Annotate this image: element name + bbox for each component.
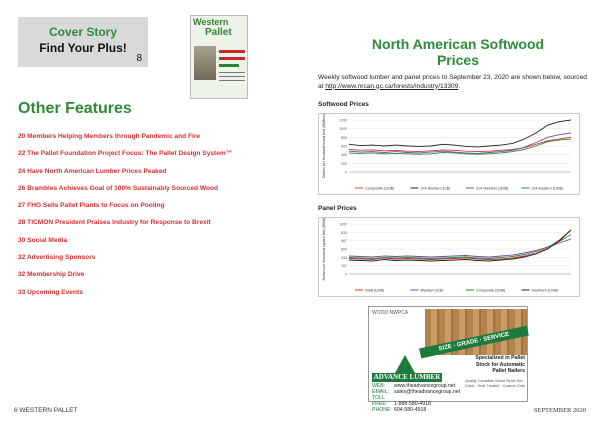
y-tick-label: 500	[341, 247, 347, 252]
panel-chart-svg	[319, 218, 579, 296]
cover-story-page: 8	[136, 53, 142, 64]
magazine-cover-photo	[194, 46, 216, 80]
magazine-headline-bar	[219, 50, 245, 53]
source-link[interactable]: http://www.nrcan.gc.ca/forests/industry/13309	[325, 82, 459, 90]
softwood-chart-svg	[319, 114, 579, 194]
feature-item[interactable]: 27 FHG Sells Pallet Plants to Focus on Pooling	[18, 202, 165, 210]
y-tick-label: 1200	[339, 118, 347, 123]
article-title-line1: North American Softwood	[371, 36, 545, 52]
magazine-name-main: Pallet	[205, 27, 232, 38]
ad-banner: SIZE · GRADE · SERVICE	[419, 326, 529, 359]
y-tick-label: 667	[341, 239, 347, 244]
article-intro	[318, 74, 588, 91]
cover-story-subtitle: Find Your Plus!	[39, 41, 127, 55]
feature-item[interactable]: 20 Members Helping Members through Pandemic and Fire	[18, 133, 201, 140]
feature-item[interactable]: 28 TICMON President Praises Industry for Response to Brexit	[18, 219, 211, 227]
other-features-title: Other Features	[18, 100, 132, 117]
ad-fine-print: Quality Canadian Wood Since Kiln Dried · Heat Treated · Custom Cuts	[465, 379, 525, 388]
ad-contact-row[interactable]: PHONE: 604-580-4918	[372, 407, 427, 413]
y-tick-label: 833	[341, 230, 347, 235]
ad-contact-row[interactable]: EMAIL: sales@theadvancegroup.net	[372, 389, 461, 395]
legend-label: Western (C$)	[420, 288, 444, 293]
series-line	[349, 120, 571, 147]
softwood-chart	[318, 113, 580, 195]
panel-chart	[318, 217, 580, 297]
series-line	[349, 239, 571, 257]
y-tick-label: 800	[341, 135, 347, 140]
feature-item[interactable]: 26 Brambles Achieves Goal of 100% Sustainably Sourced Wood	[18, 184, 219, 192]
y-axis-label: Dollars per thousand square feet ($/Msf)	[322, 217, 326, 281]
ad-specialty-text: Specialized in Pallet Stock for Automatic Pallet Nailers	[475, 355, 525, 374]
ad-association-logos: WOOD NWPCA	[372, 310, 409, 316]
feature-item[interactable]: 24 Have North American Lumber Prices Peaked	[18, 167, 167, 175]
advance-lumber-ad[interactable]	[368, 306, 528, 413]
y-tick-label: 167	[341, 264, 347, 269]
magazine-cover-thumbnail[interactable]	[190, 15, 248, 99]
y-tick-label: 1000	[339, 222, 347, 227]
y-tick-label: 600	[341, 144, 347, 149]
ad-company-name: ADVANCE LUMBER	[373, 373, 441, 381]
y-tick-label: 333	[341, 255, 347, 260]
legend-label: 2x4 Eastern (US$)	[531, 186, 563, 191]
article-title	[318, 36, 598, 68]
legend-label: Southern (US$)	[531, 288, 558, 293]
article-intro-text: Weekly softwood lumber and panel prices to September 23, 2020 are shown below, sourced at	[318, 74, 587, 90]
cover-story-box[interactable]	[18, 17, 148, 67]
legend-label: Composite (US$)	[476, 288, 506, 293]
feature-item[interactable]: 33 Upcoming Events	[18, 288, 83, 296]
series-line	[349, 235, 571, 259]
magazine-text-line	[219, 76, 245, 77]
magazine-text-line	[219, 72, 245, 73]
series-line	[349, 137, 571, 151]
footer-issue-date: SEPTEMBER 2020	[533, 407, 586, 414]
ad-contact-list	[372, 383, 472, 413]
legend-label: Composite (US$)	[365, 186, 395, 191]
legend-label: 2x4 Western (US$)	[476, 186, 509, 191]
article-intro-end: .	[458, 82, 461, 90]
magazine-headline-bar	[219, 57, 245, 60]
ad-contact-row[interactable]: WEB: www.theadvancegroup.net	[372, 383, 456, 389]
feature-item[interactable]: 32 Advertising Sponsors	[18, 254, 96, 262]
article-title-line2: Prices	[436, 52, 480, 68]
tree-logo-icon	[395, 355, 415, 373]
y-tick-label: 0	[345, 272, 347, 277]
magazine-text-line	[219, 80, 245, 81]
feature-item[interactable]: 32 Membership Drive	[18, 271, 85, 279]
series-line	[349, 230, 571, 260]
ad-contact-row[interactable]: TOLL FREE: 1-888-580-4918	[372, 395, 431, 407]
feature-item[interactable]: 22 The Pallet Foundation Project Focus: The Pallet Design System™	[18, 150, 233, 158]
y-axis-label: Dollars per thousand board feet ($/Mfbm)	[322, 113, 326, 179]
panel-chart-title: Panel Prices	[318, 205, 357, 212]
legend-label: 2x4 Western (C$)	[420, 186, 451, 191]
y-tick-label: 1000	[339, 127, 347, 132]
y-tick-label: 400	[341, 153, 347, 158]
legend-label: OSB (US$)	[365, 288, 384, 293]
softwood-chart-title: Softwood Prices	[318, 101, 369, 108]
other-features-list	[18, 133, 232, 306]
magazine-headline-bar	[219, 64, 239, 67]
cover-story-title: Cover Story	[48, 25, 118, 39]
magazine-name-top: Western	[193, 17, 229, 27]
feature-item[interactable]: 30 Social Media	[18, 236, 68, 244]
footer-page-label: 6 WESTERN PALLET	[14, 407, 78, 414]
y-tick-label: 0	[345, 170, 347, 175]
y-tick-label: 200	[341, 161, 347, 166]
